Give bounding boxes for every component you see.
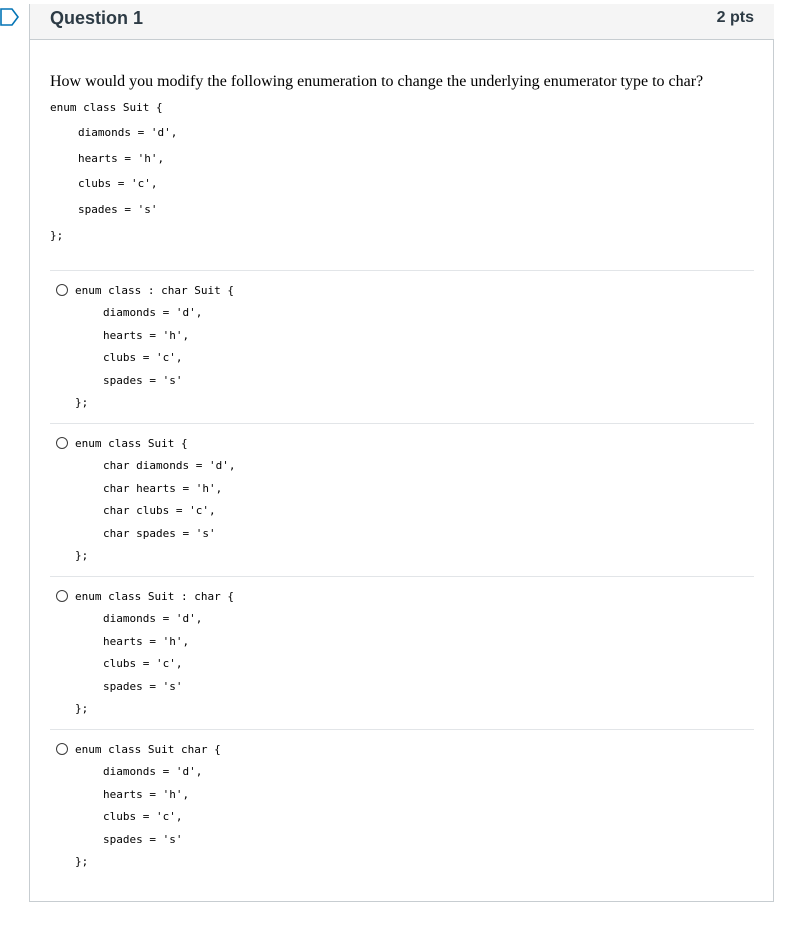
code-line: }; [50,229,64,242]
answer-line: hearts = 'h', [103,329,190,342]
answer-line: enum class Suit char { [75,743,221,756]
radio-button-icon[interactable] [56,743,68,755]
answer-line: clubs = 'c', [103,351,183,364]
answer-line: }; [75,855,89,868]
answer-option[interactable] [50,272,754,418]
answer-divider [50,423,754,424]
answer-line: spades = 's' [103,833,183,846]
answer-line: }; [75,396,89,409]
question-card [29,4,774,902]
answer-line: spades = 's' [103,374,183,387]
answer-divider [50,729,754,730]
question-points: 2 pts [716,9,754,26]
answer-line: clubs = 'c', [103,657,183,670]
radio-button-icon[interactable] [56,590,68,602]
answer-option[interactable] [50,731,754,877]
answer-line: diamonds = 'd', [103,306,203,319]
code-line: enum class Suit { [50,101,163,114]
question-title: Question 1 [50,8,144,28]
answer-line: spades = 's' [103,680,183,693]
answer-divider [50,270,754,271]
answer-line: char clubs = 'c', [103,504,216,517]
answer-option[interactable] [50,578,754,724]
answer-line: }; [75,702,89,715]
answer-line: char diamonds = 'd', [103,459,236,472]
code-line: clubs = 'c', [78,177,158,190]
code-line: hearts = 'h', [78,152,165,165]
answer-line: }; [75,549,89,562]
answer-line: enum class Suit { [75,437,188,450]
code-line: spades = 's' [78,203,158,216]
answer-line: hearts = 'h', [103,788,190,801]
radio-button-icon[interactable] [56,437,68,449]
answer-line: clubs = 'c', [103,810,183,823]
question-header [30,4,774,40]
code-line: diamonds = 'd', [78,126,178,139]
bookmark-flag-icon[interactable] [0,8,20,26]
answer-line: char hearts = 'h', [103,482,223,495]
answer-line: diamonds = 'd', [103,765,203,778]
answer-option[interactable] [50,425,754,571]
answer-line: char spades = 's' [103,527,216,540]
answer-line: diamonds = 'd', [103,612,203,625]
answer-line: enum class Suit : char { [75,590,234,603]
question-prompt: How would you modify the following enumeration to change the underlying enumerator type to char? [50,73,704,90]
answer-divider [50,576,754,577]
radio-button-icon[interactable] [56,284,68,296]
answer-line: enum class : char Suit { [75,284,234,297]
answer-line: hearts = 'h', [103,635,190,648]
